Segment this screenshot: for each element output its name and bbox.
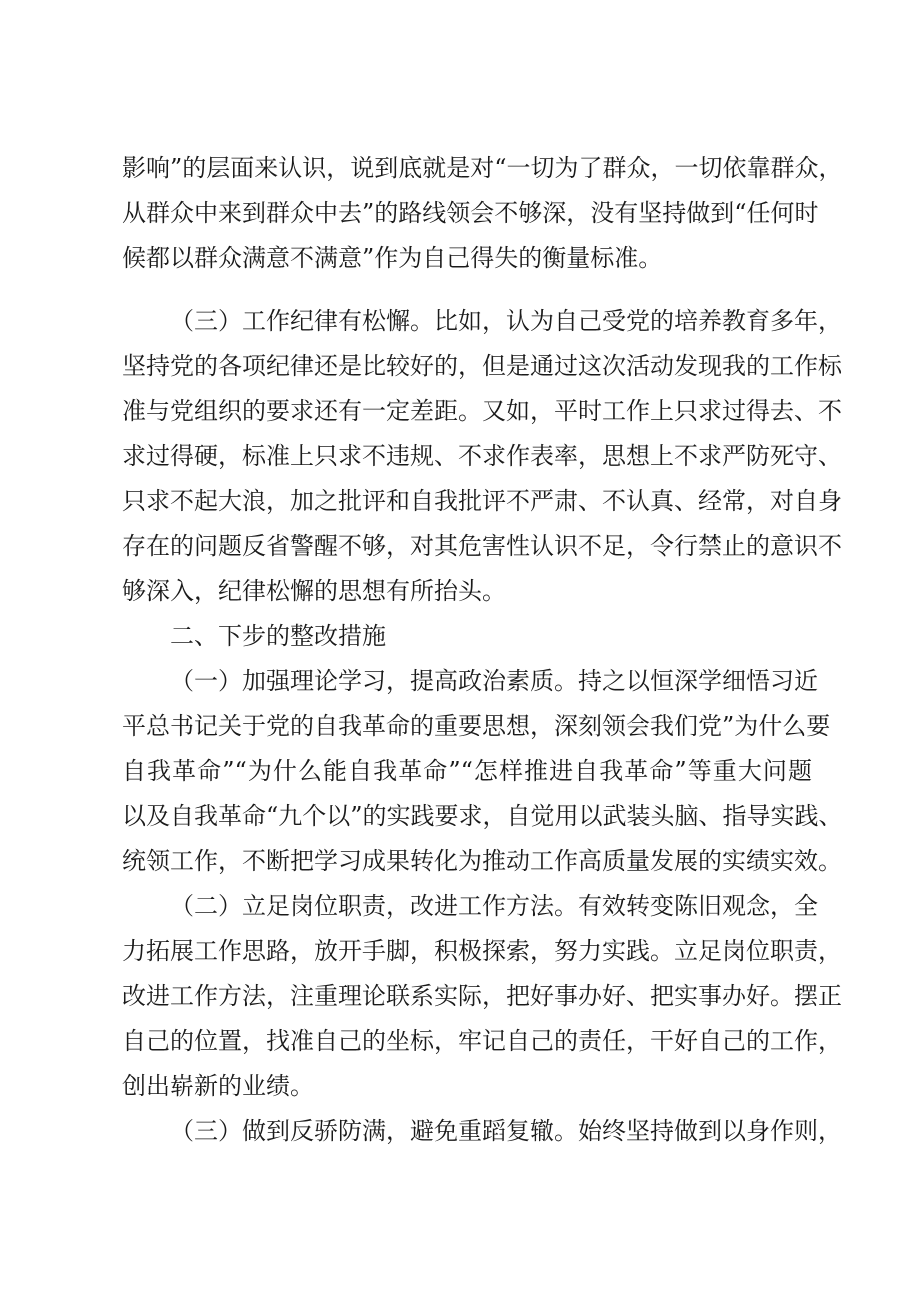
paragraph-heading: （三）工作纪律有松懈。比如，认为自己受党的培养教育多年，: [170, 307, 842, 335]
text-line: 统领工作，不断把学习成果转化为推动工作高质量发展的实绩实效。: [122, 847, 842, 875]
text-line: 存在的问题反省警醒不够，对其危害性认识不足，令行禁止的意识不: [122, 532, 842, 560]
text-line: 以及自我革命“九个以”的实践要求，自觉用以武装头脑、指导实践、: [122, 802, 843, 830]
text-line: 候都以群众满意不满意”作为自己得失的衡量标准。: [122, 244, 663, 272]
text-line: 自己的位置，找准自己的坐标，牢记自己的责任，干好自己的工作，: [122, 1027, 842, 1055]
text-line: 够深入，纪律松懈的思想有所抬头。: [122, 577, 506, 605]
text-line: 影响”的层面来认识，说到底就是对“一切为了群众，一切依靠群众，: [122, 154, 843, 182]
text-line: 改进工作方法，注重理论联系实际，把好事办好、把实事办好。摆正: [122, 982, 842, 1010]
paragraph-heading: （一）加强理论学习，提高政治素质。持之以恒深学细悟习近: [170, 667, 818, 695]
text-line: 准与党组织的要求还有一定差距。又如，平时工作上只求过得去、不: [122, 397, 842, 425]
text-line: 求过得硬，标准上只求不违规、不求作表率，思想上不求严防死守、: [122, 442, 842, 470]
text-line: 坚持党的各项纪律还是比较好的，但是通过这次活动发现我的工作标: [122, 352, 842, 380]
text-line: 力拓展工作思路，放开手脚，积极探索，努力实践。立足岗位职责，: [122, 937, 842, 965]
text-line: 只求不起大浪，加之批评和自我批评不严肃、不认真、经常，对自身: [122, 487, 842, 515]
text-line: 平总书记关于党的自我革命的重要思想，深刻领会我们党”为什么要: [122, 712, 831, 740]
section-heading: 二、下步的整改措施: [170, 622, 386, 650]
text-line: 创出崭新的业绩。: [122, 1072, 314, 1100]
text-line: 从群众中来到群众中去”的路线领会不够深，没有坚持做到“任何时: [122, 199, 819, 227]
text-line: 自我革命”“为什么能自我革命”“怎样推进自我革命”等重大问题: [122, 757, 812, 785]
paragraph-heading: （二）立足岗位职责，改进工作方法。有效转变陈旧观念，全: [170, 892, 818, 920]
paragraph-heading: （三）做到反骄防满，避免重蹈复辙。始终坚持做到以身作则，: [170, 1117, 842, 1145]
